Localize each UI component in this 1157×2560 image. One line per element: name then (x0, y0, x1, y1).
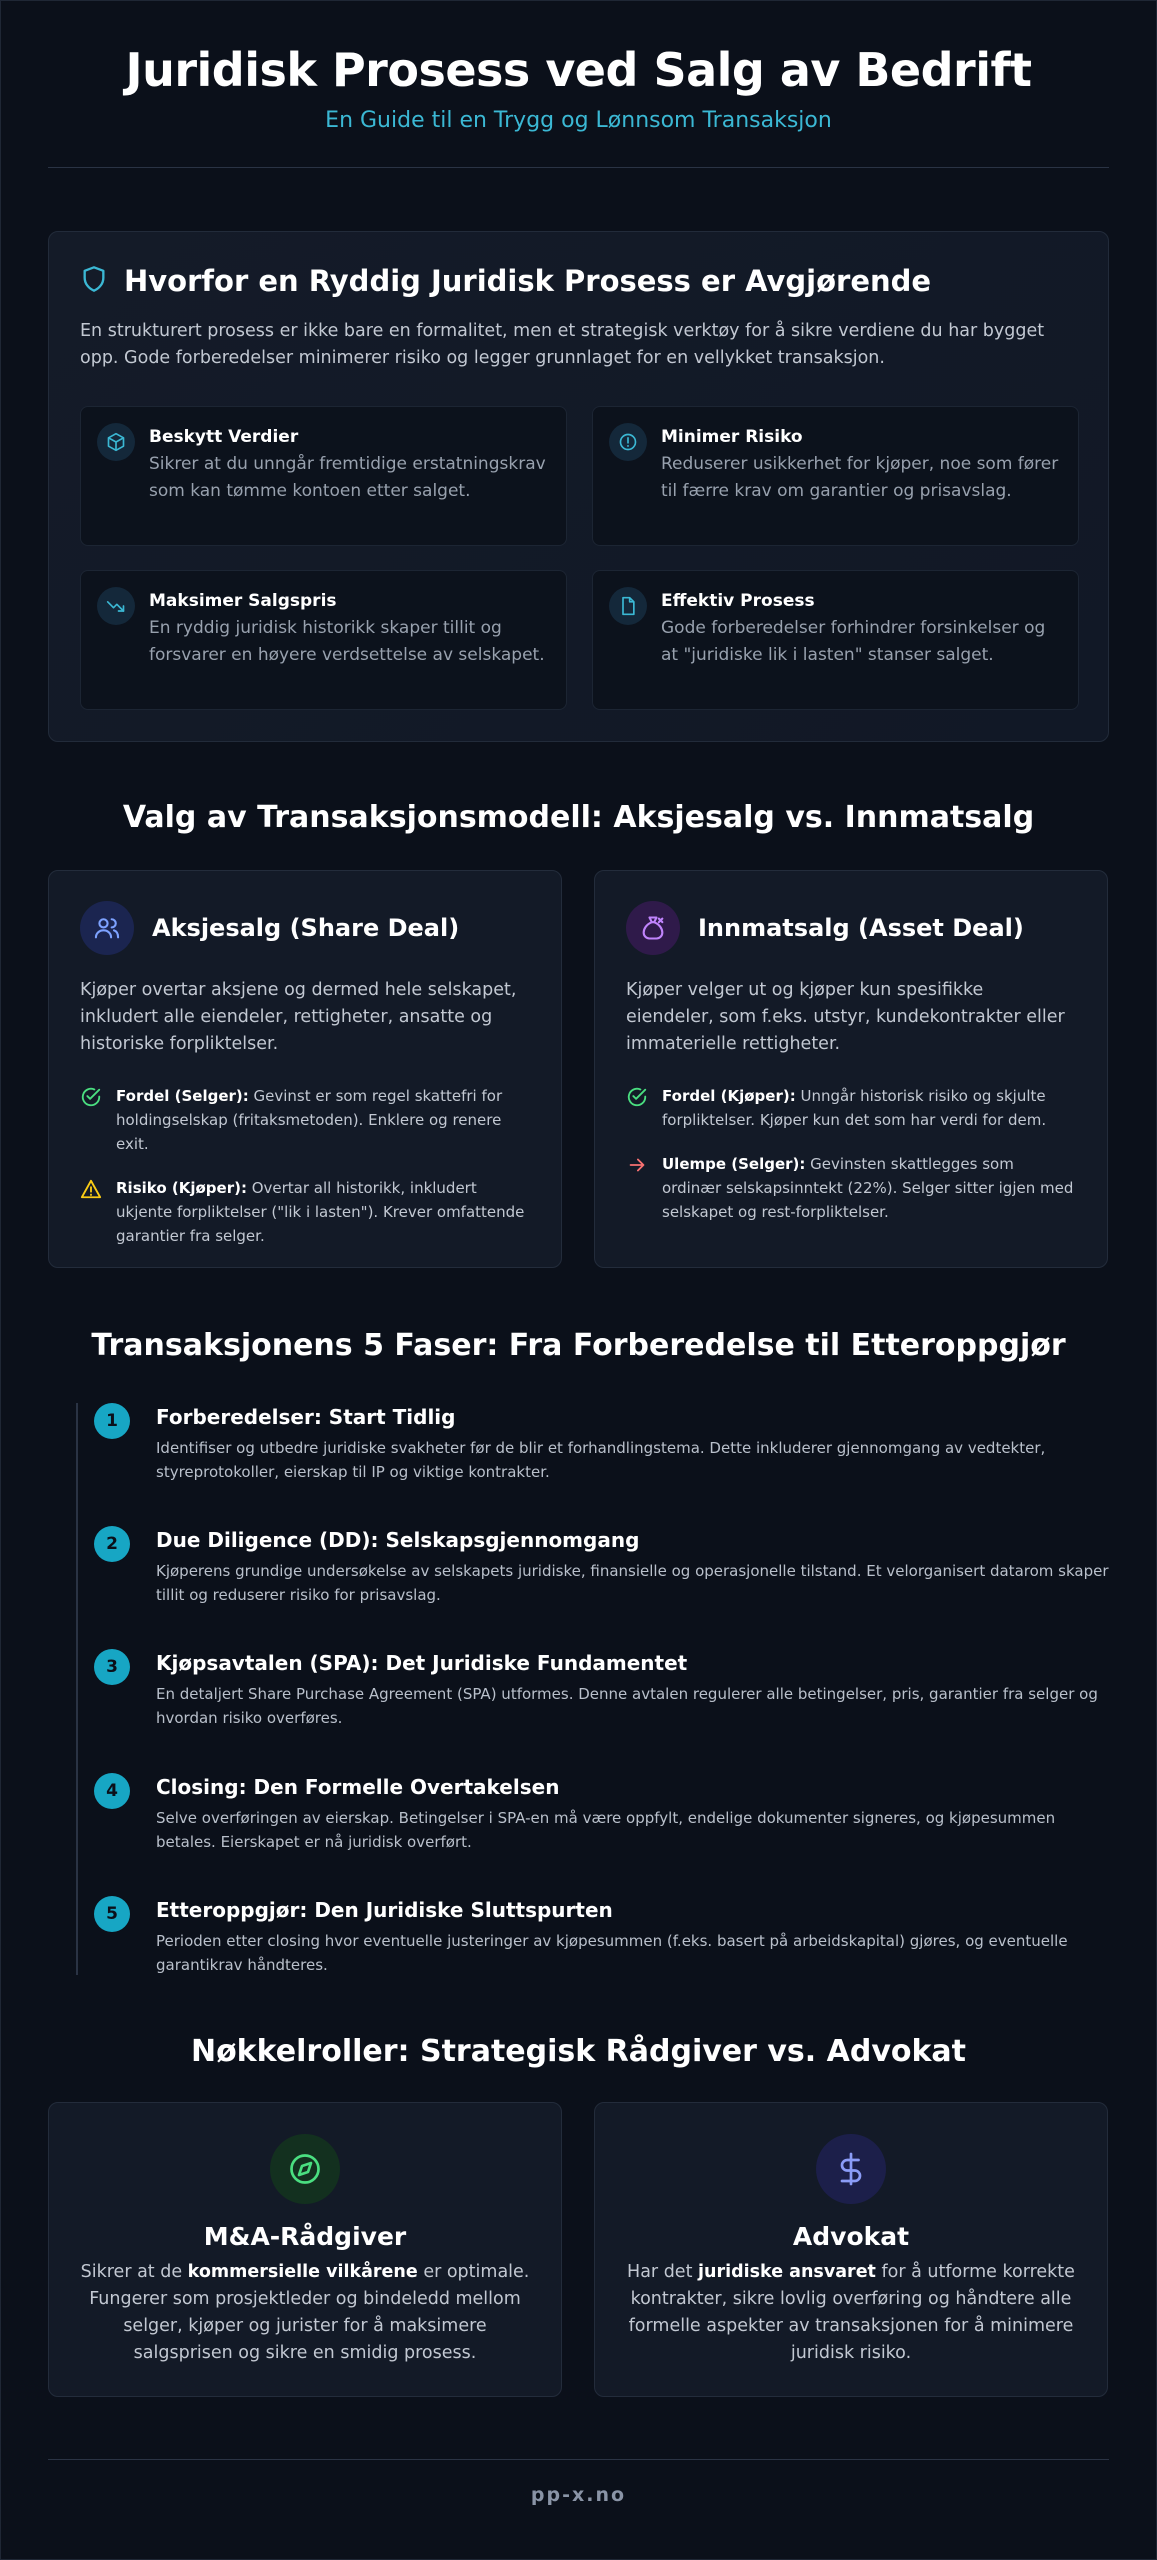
phases-timeline (48, 1403, 1109, 1975)
phase-number: 1 (94, 1403, 130, 1439)
money-bag-icon (626, 901, 680, 955)
page-header (48, 40, 1109, 133)
benefit-efficient-process (592, 570, 1079, 710)
lawyer-text (625, 2259, 1077, 2367)
point-label: Ulempe (Selger): (662, 1155, 806, 1173)
share-deal-header (80, 901, 530, 955)
document-icon (609, 587, 647, 625)
point-text (662, 1084, 1076, 1132)
phase-number: 3 (94, 1649, 130, 1685)
phase-number: 4 (94, 1773, 130, 1809)
advisor-text-emphasis: kommersielle vilkårene (187, 2262, 418, 2282)
point-body: Unngår historisk risiko og skjulte forpliktelser. Kjøper kun det som har verdi for dem. (662, 1087, 1047, 1129)
point-label: Risiko (Kjøper): (116, 1179, 247, 1197)
page-subtitle: En Guide til en Trygg og Lønnsom Transaksjon (325, 108, 832, 133)
benefit-minimize-risk (592, 406, 1079, 546)
cube-icon (97, 423, 135, 461)
check-circle-icon (80, 1086, 102, 1156)
phase-number: 5 (94, 1896, 130, 1932)
asset-deal-title: Innmatsalg (Asset Deal) (698, 914, 1024, 942)
shield-icon (80, 264, 108, 298)
asset-deal-advantage (626, 1084, 1076, 1132)
point-body: Gevinsten skattlegges som ordinær selskapsinntekt (22%). Selger sitter igjen med selskapet og rest-forpliktelser. (662, 1155, 1074, 1221)
why-title: Hvorfor en Ryddig Juridisk Prosess er Avgjørende (124, 264, 932, 298)
why-header (80, 264, 1077, 298)
benefit-text: En ryddig juridisk historikk skaper tillit og forsvarer en høyere verdsettelse av selskapet. (149, 618, 545, 665)
benefit-text: Gode forberedelser forhindrer forsinkelser og at "juridiske lik i lasten" stanser salget. (661, 618, 1046, 665)
share-deal-description: Kjøper overtar aksjene og dermed hele selskapet, inkludert alle eiendeler, rettigheter, ansatte og historiske forpliktelser. (80, 980, 517, 1054)
warning-icon (80, 1178, 102, 1248)
point-body: Gevinst er som regel skattefri for holdingselskap (fritaksmetoden). Enklere og renere exit. (116, 1087, 503, 1153)
advisor-card (48, 2102, 562, 2397)
lawyer-text-end: for å utforme korrekte kontrakter, sikre lovlig overføring og håndtere alle formelle aspekter av transaksjonen for å minimere juridisk risiko. (628, 2262, 1075, 2363)
footer (48, 2484, 1109, 2506)
share-deal-card (48, 870, 562, 1268)
deals-title: Valg av Transaksjonsmodell: Aksjesalg vs. Innmatsalg (122, 800, 1035, 835)
lawyer-title: Advokat (792, 2222, 910, 2251)
benefit-maximize-price (80, 570, 567, 710)
asset-deal-card (594, 870, 1108, 1268)
point-label: Fordel (Selger): (116, 1087, 249, 1105)
phase-title: Forberedelser: Start Tidlig (156, 1405, 456, 1429)
benefit-protect-values (80, 406, 567, 546)
users-icon (80, 901, 134, 955)
compass-icon (270, 2134, 340, 2204)
phase-text: Perioden etter closing hvor eventuelle justeringer av kjøpesummen (f.eks. basert på arbeidskapital) gjøres, og eventuelle garantikrav håndteres. (156, 1932, 1068, 1974)
alert-circle-icon (609, 423, 647, 461)
trending-down-icon (97, 587, 135, 625)
share-deal-risk (80, 1176, 530, 1248)
point-text (116, 1084, 530, 1156)
benefit-title: Minimer Risiko (661, 427, 803, 447)
why-card (48, 231, 1109, 742)
benefits-grid (80, 406, 1077, 710)
timeline-line (76, 1403, 78, 1975)
benefit-text: Sikrer at du unngår fremtidige erstatningskrav som kan tømme kontoen etter salget. (149, 454, 546, 501)
lawyer-card (594, 2102, 1108, 2397)
asset-deal-header (626, 901, 1076, 955)
phases-section-heading (48, 1328, 1109, 1363)
header-divider (48, 167, 1109, 168)
why-description: En strukturert prosess er ikke bare en formalitet, men et strategisk verktøy for å sikre verdiene du har bygget opp. Gode forberedelser minimerer risiko og legger grunnlaget for en vellykket transaksjon. (80, 321, 1045, 368)
point-body: Overtar all historikk, inkludert ukjente forpliktelser ("lik i lasten"). Krever omfattende garantier fra selger. (116, 1179, 525, 1245)
phase-title: Etteroppgjør: Den Juridiske Sluttspurten (156, 1898, 613, 1922)
deals-grid (48, 870, 1109, 1268)
lawyer-text-emphasis: juridiske ansvaret (698, 2262, 876, 2282)
phase-text: Kjøperens grundige undersøkelse av selskapets juridiske, finansielle og operasjonelle tilstand. Et velorganisert datarom skaper tillit og reduserer risiko for prisavslag. (156, 1562, 1109, 1604)
deals-section-heading (48, 800, 1109, 835)
advisor-text (79, 2259, 531, 2367)
benefit-title: Maksimer Salgspris (149, 591, 337, 611)
asset-deal-description: Kjøper velger ut og kjøper kun spesifikke eiendeler, som f.eks. utstyr, kundekontrakter eller immaterielle rettigheter. (626, 980, 1065, 1054)
footer-link[interactable]: pp-x.no (530, 2484, 627, 2506)
share-deal-advantage (80, 1084, 530, 1156)
point-label: Fordel (Kjøper): (662, 1087, 796, 1105)
asset-deal-disadvantage (626, 1152, 1076, 1224)
advisor-title: M&A-Rådgiver (203, 2222, 407, 2251)
phase-number: 2 (94, 1526, 130, 1562)
lawyer-text-start: Har det (627, 2262, 698, 2282)
advisor-text-end: er optimale. Fungerer som prosjektleder og bindeledd mellom selger, kjøper og jurister for å maksimere salgsprisen og sikre en smidig prosess. (89, 2262, 530, 2363)
benefit-text: Reduserer usikkerhet for kjøper, noe som fører til færre krav om garantier og prisavslag. (661, 454, 1059, 501)
advisor-text-start: Sikrer at de (80, 2262, 188, 2282)
phases-title: Transaksjonens 5 Faser: Fra Forberedelse til Etteroppgjør (91, 1328, 1066, 1363)
benefit-title: Beskytt Verdier (149, 427, 299, 447)
roles-section-heading (48, 2034, 1109, 2069)
phase-text: Selve overføringen av eierskap. Betingelser i SPA-en må være oppfylt, endelige dokumenter signeres, og kjøpesummen betales. Eierskapet er nå juridisk overført. (156, 1809, 1056, 1851)
roles-grid (48, 2102, 1109, 2397)
benefit-title: Effektiv Prosess (661, 591, 815, 611)
roles-title: Nøkkelroller: Strategisk Rådgiver vs. Advokat (190, 2034, 967, 2069)
point-text (662, 1152, 1076, 1224)
page-title: Juridisk Prosess ved Salg av Bedrift (125, 43, 1032, 97)
point-text (116, 1176, 530, 1248)
arrow-right-icon (626, 1154, 648, 1224)
phase-title: Closing: Den Formelle Overtakelsen (156, 1775, 560, 1799)
phase-text: Identifiser og utbedre juridiske svakheter før de blir et forhandlingstema. Dette inkluderer gjennomgang av vedtekter, styreprotokoller, eierskap til IP og viktige kontrakter. (156, 1439, 1046, 1481)
phase-text: En detaljert Share Purchase Agreement (SPA) utformes. Denne avtalen regulerer alle betingelser, pris, garantier fra selger og hvordan risiko overføres. (156, 1685, 1098, 1727)
phase-title: Kjøpsavtalen (SPA): Det Juridiske Fundamentet (156, 1651, 688, 1675)
footer-divider (48, 2459, 1109, 2460)
check-circle-icon (626, 1086, 648, 1132)
phase-title: Due Diligence (DD): Selskapsgjennomgang (156, 1528, 640, 1552)
dollar-icon (816, 2134, 886, 2204)
share-deal-title: Aksjesalg (Share Deal) (152, 914, 460, 942)
